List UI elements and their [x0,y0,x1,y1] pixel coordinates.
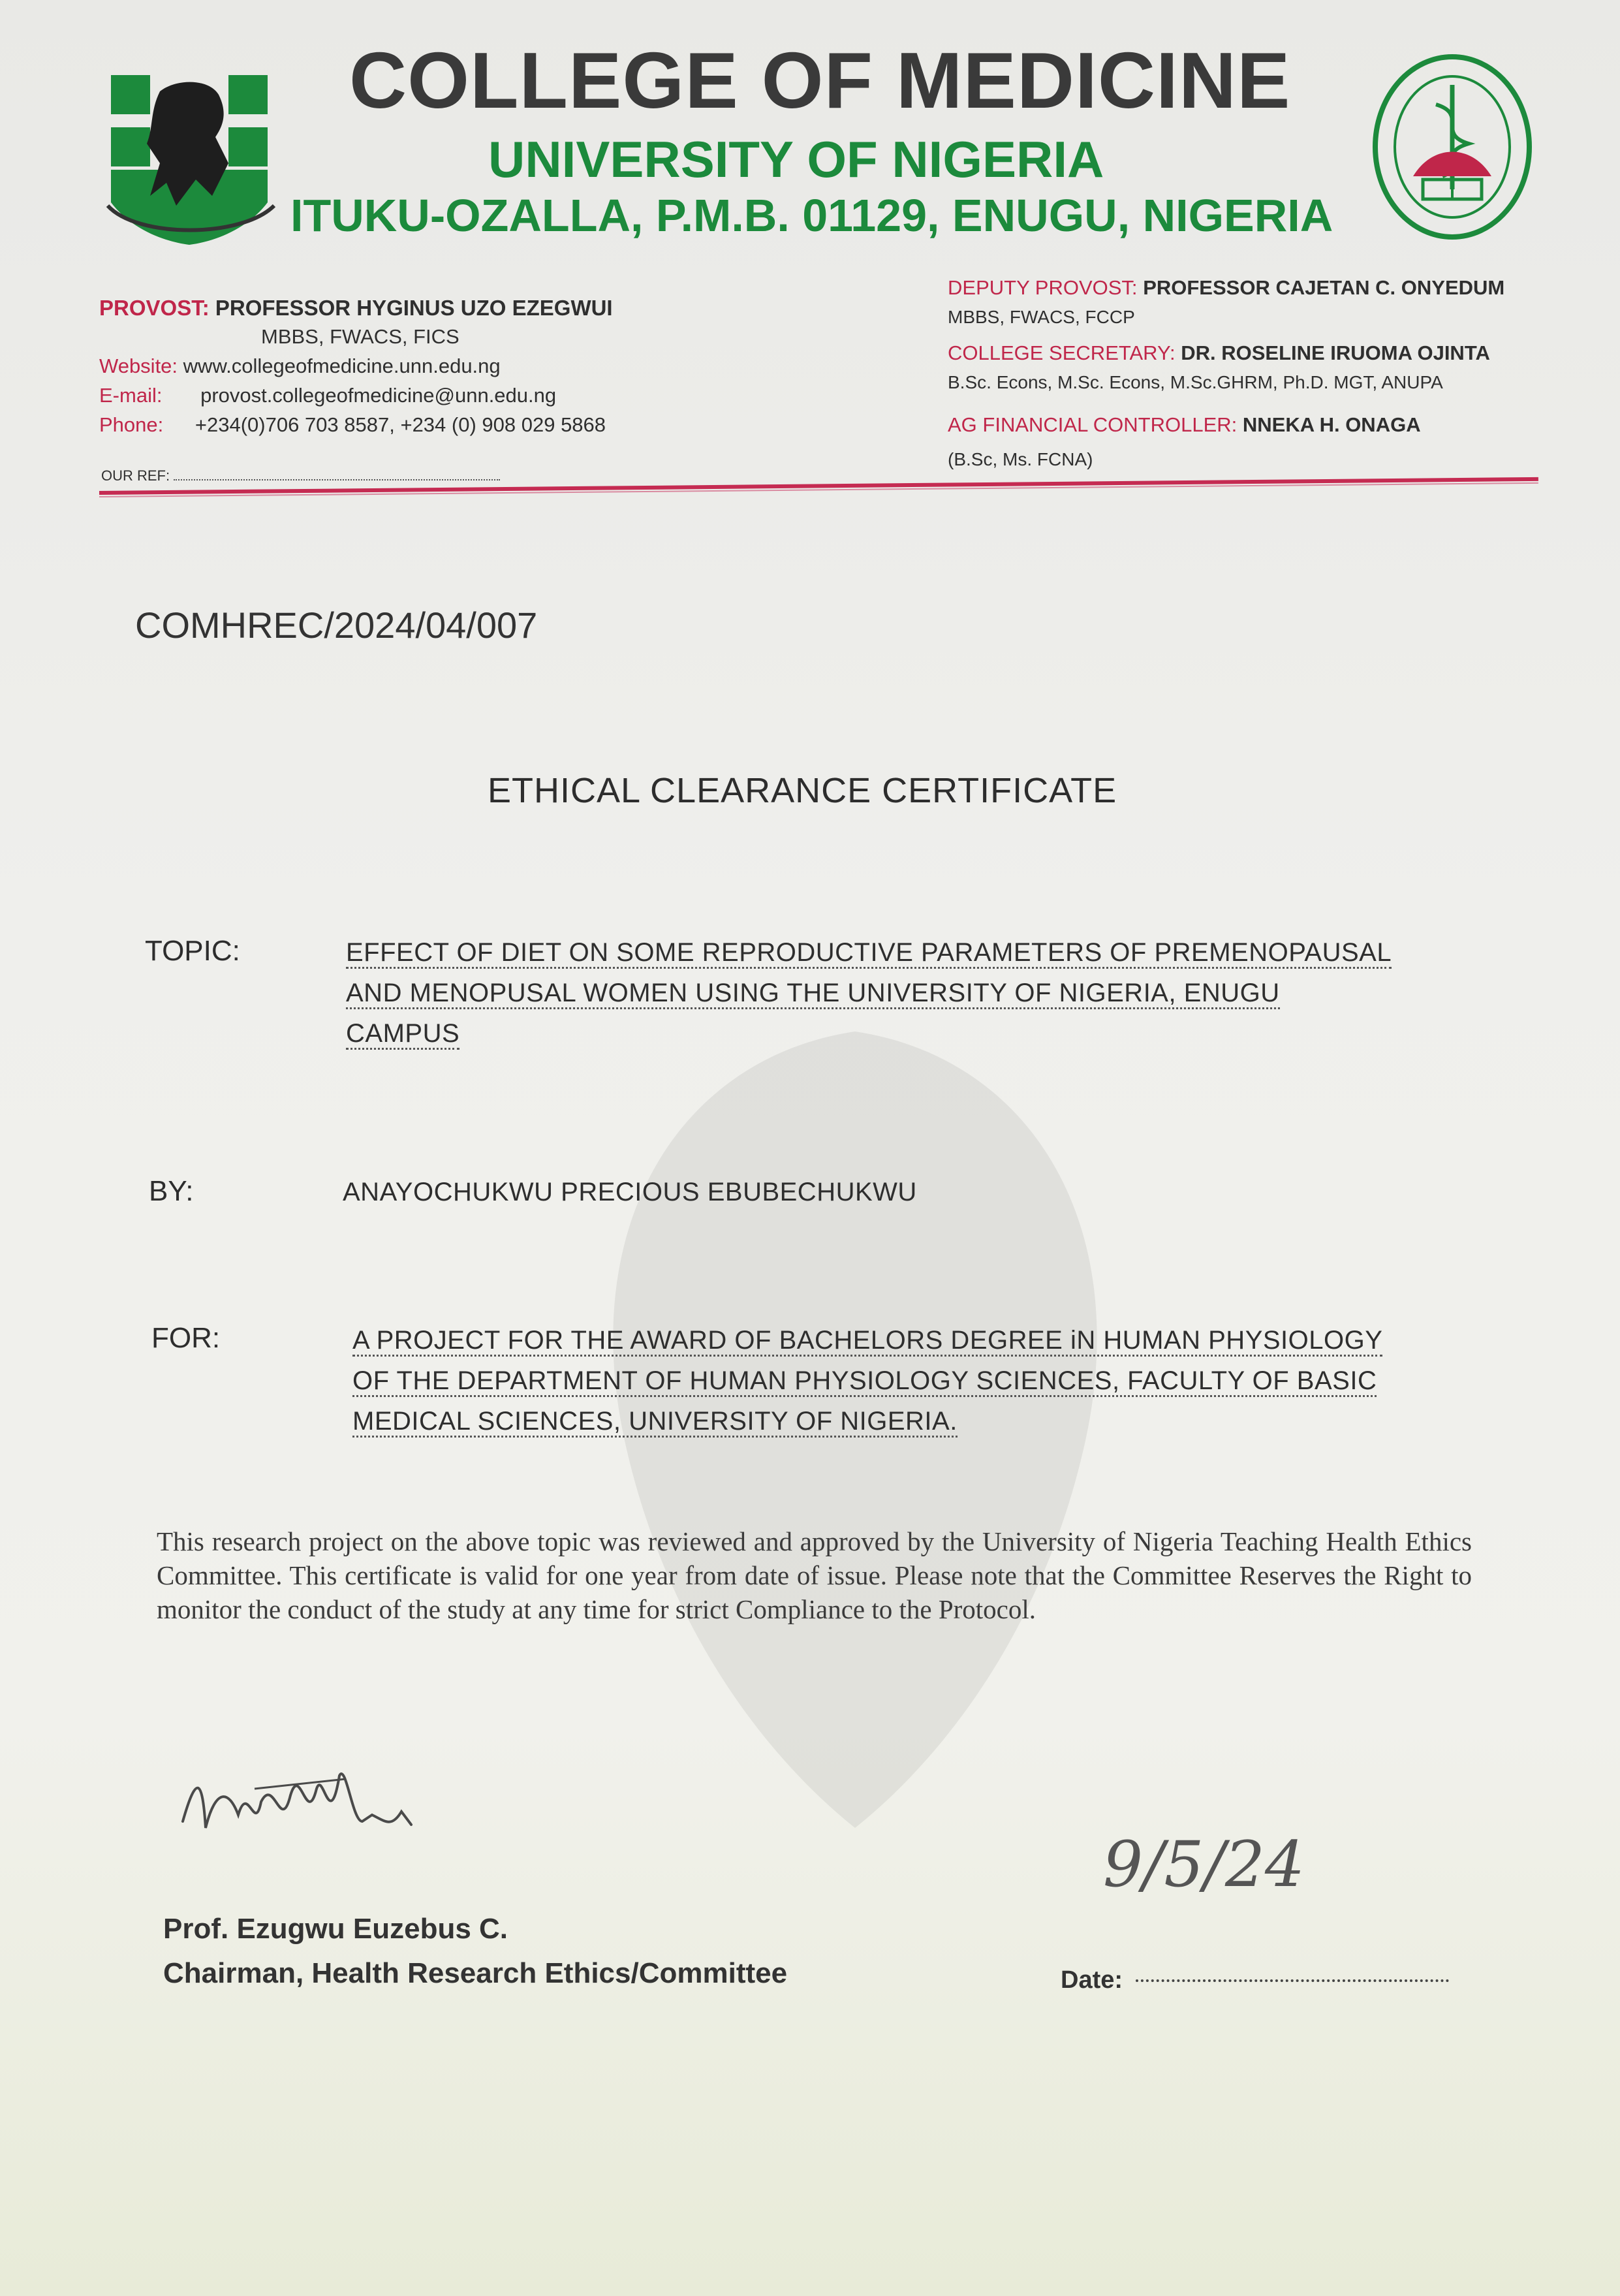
signatory-role: Chairman, Health Research Ethics/Committee [163,1957,788,1989]
signatory-name: Prof. Ezugwu Euzebus C. [163,1913,508,1945]
provost-name: PROFESSOR HYGINUS UZO EZEGWUI [215,296,613,320]
handwritten-date: 9/5/24 [1103,1828,1305,1901]
for-line-3: MEDICAL SCIENCES, UNIVERSITY OF NIGERIA. [352,1407,958,1438]
by-label: BY: [149,1175,194,1207]
website-label: Website: [99,354,178,377]
our-ref-line [101,469,500,483]
deputy-name: PROFESSOR CAJETAN C. ONYEDUM [1143,276,1505,299]
secretary-quals: B.Sc. Econs, M.Sc. Econs, M.Sc.GHRM, Ph.D. MGT, ANUPA [948,372,1443,392]
secretary-name: DR. ROSELINE IRUOMA OJINTA [1181,341,1490,364]
website-line [99,356,501,376]
date-blank [1136,1979,1449,1982]
controller-label: AG FINANCIAL CONTROLLER: [948,413,1238,436]
topic-line-2: AND MENOPUSAL WOMEN USING THE UNIVERSITY OF NIGERIA, ENUGU [346,979,1280,1009]
our-ref-label: OUR REF: [101,467,170,484]
by-value: ANAYOCHUKWU PRECIOUS EBUBECHUKWU [343,1178,917,1206]
topic-text [346,932,1508,1054]
website-value: www.collegeofmedicine.unn.edu.ng [183,354,501,377]
provost-quals: MBBS, FWACS, FICS [261,325,460,348]
university-name: UNIVERSITY OF NIGERIA [488,131,1104,188]
deputy-label: DEPUTY PROVOST: [948,276,1138,299]
certificate-title: ETHICAL CLEARANCE CERTIFICATE [488,771,1117,810]
deputy-line [948,277,1504,298]
email-value: provost.collegeofmedicine@unn.edu.ng [200,384,557,407]
provost-line [99,297,613,319]
college-seal-icon [1371,52,1534,242]
controller-quals: (B.Sc, Ms. FCNA) [948,449,1093,469]
deputy-quals: MBBS, FWACS, FCCP [948,307,1135,327]
secretary-line [948,343,1490,363]
our-ref-blank [174,479,500,480]
phone-label: Phone: [99,413,164,436]
approval-statement: This research project on the above topic was reviewed and approved by the University of Nigeria Teaching Health Ethics Committee. This certificate is valid for one year from date of issue. Please note that the Committee Reserves the Right to monitor the conduct of the study at any time for strict Compliance to the Protocol. [157,1526,1472,1624]
signature-mark [176,1750,450,1848]
college-title: COLLEGE OF MEDICINE [349,36,1291,125]
phone-line [99,415,606,435]
controller-line [948,415,1421,435]
email-label: E-mail: [99,384,163,407]
college-address: ITUKU-OZALLA, P.M.B. 01129, ENUGU, NIGERIA [290,190,1333,241]
for-label: FOR: [151,1322,221,1354]
for-text [352,1320,1514,1441]
reference-number: COMHREC/2024/04/007 [135,605,538,646]
topic-label: TOPIC: [145,935,240,967]
email-line [99,385,556,405]
for-line-2: OF THE DEPARTMENT OF HUMAN PHYSIOLOGY SCIENCES, FACULTY OF BASIC [352,1366,1377,1397]
for-line-1: A PROJECT FOR THE AWARD OF BACHELORS DEGREE iN HUMAN PHYSIOLOGY [352,1326,1382,1357]
phone-value: +234(0)706 703 8587, +234 (0) 908 029 5868 [195,413,606,436]
date-label: Date: [1061,1966,1123,1994]
topic-line-3: CAMPUS [346,1019,460,1050]
provost-label: PROVOST: [99,296,210,320]
unn-logo-icon [98,65,284,255]
topic-line-1: EFFECT OF DIET ON SOME REPRODUCTIVE PARAMETERS OF PREMENOPAUSAL [346,938,1392,969]
secretary-label: COLLEGE SECRETARY: [948,341,1176,364]
controller-name: NNEKA H. ONAGA [1242,413,1421,436]
